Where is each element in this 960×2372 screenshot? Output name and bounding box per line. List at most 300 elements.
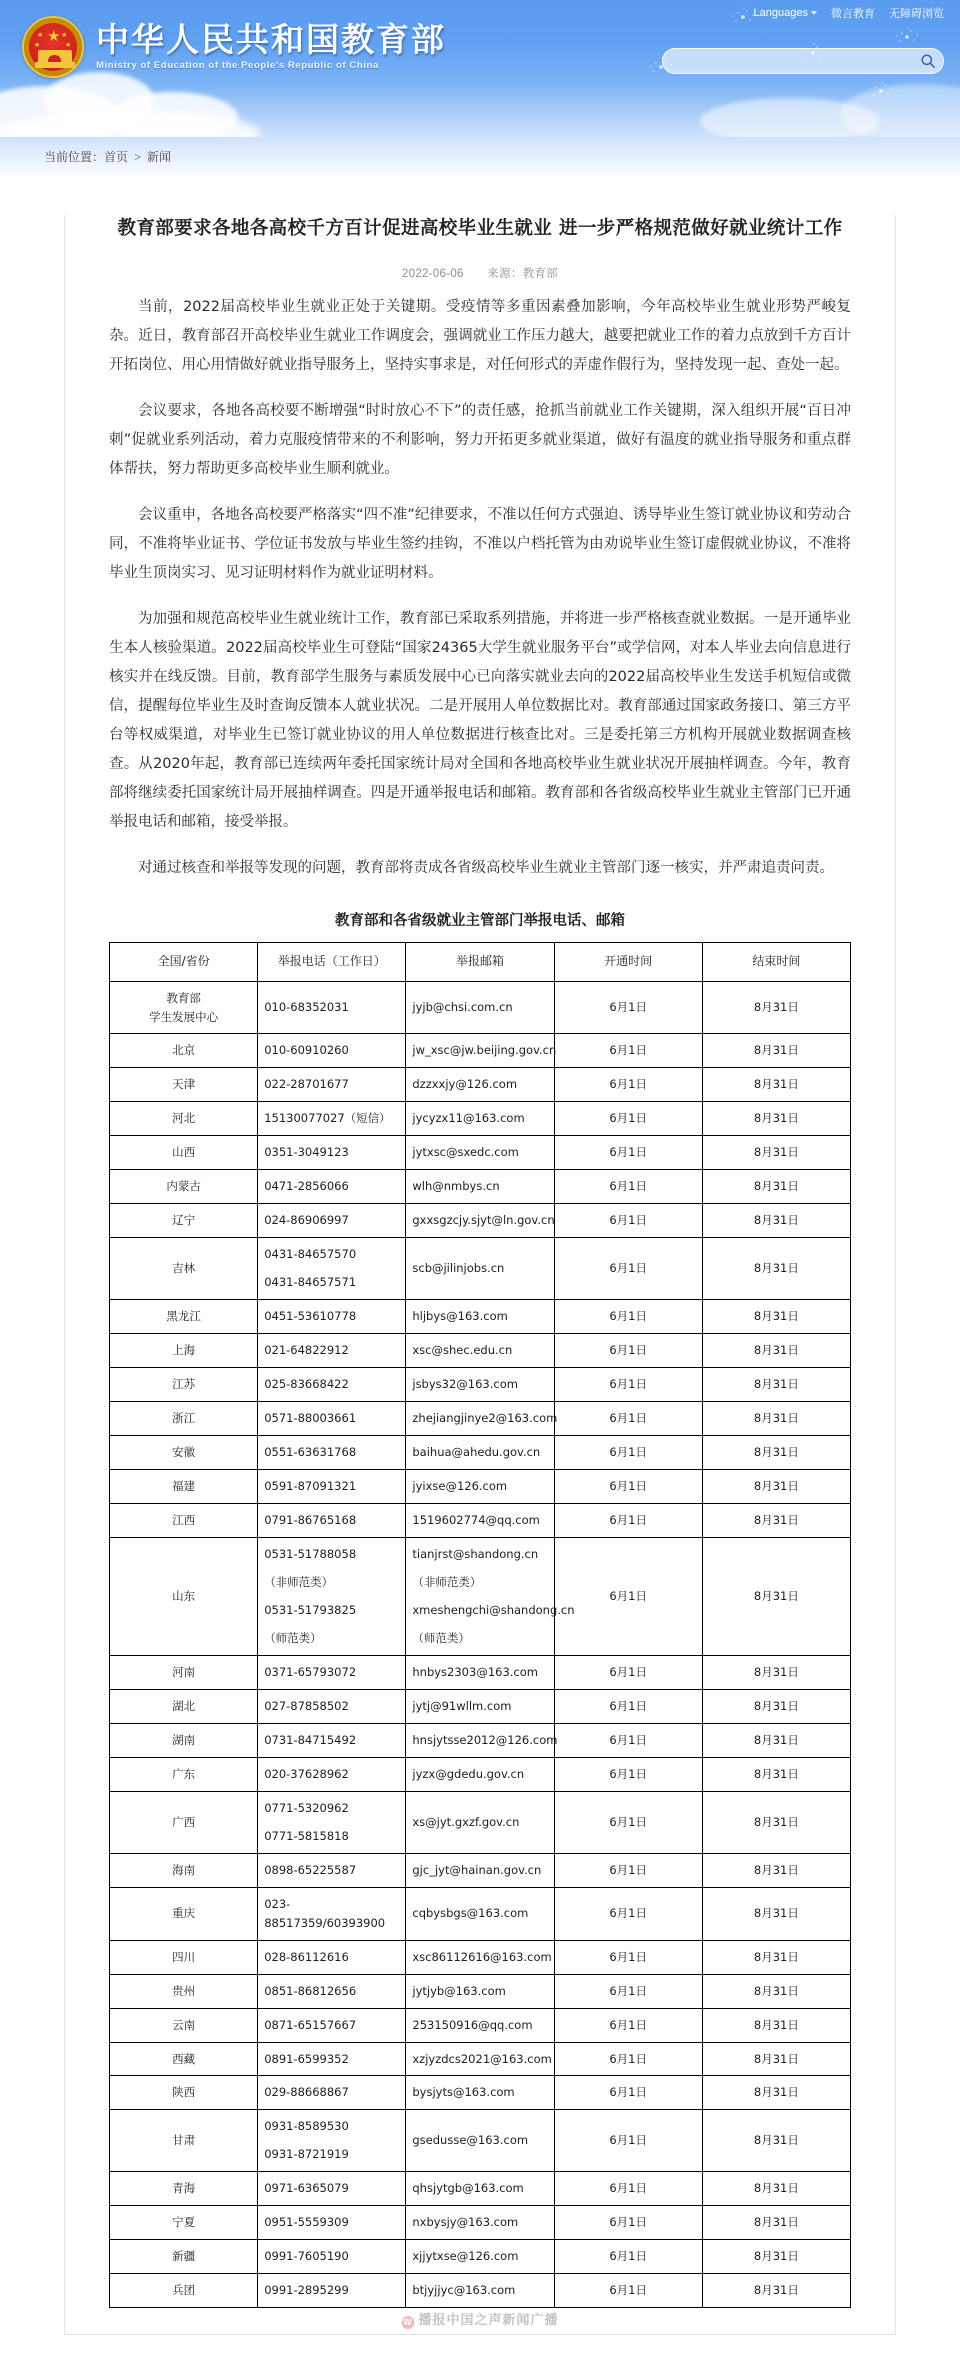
cell-telephone (258, 1402, 406, 1436)
cell-email (406, 2172, 554, 2206)
cell-start-date: 6月1日 (554, 1204, 702, 1238)
cell-end-date: 8月31日 (702, 1034, 850, 1068)
site-title-block (96, 19, 446, 72)
cell-province (110, 1723, 258, 1757)
table-row (110, 1300, 851, 1334)
table-head (110, 942, 851, 981)
cell-line: 0871-65157667 (264, 2017, 357, 2032)
article-paragraph: 当前，2022届高校毕业生就业正处于关键期。受疫情等多重因素叠加影响，今年高校毕业生就业形势严峻复杂。近日，教育部召开高校毕业生就业工作调度会，强调就业工作压力越大，越要把就业工作的着力点放到千方百计开拓岗位、用心用情做好就业指导服务上，坚持实事求是，对任何形式的弄虚作假行为，坚持发现一起、查处一起。 (109, 298, 851, 373)
cell-line: 教育部 (166, 990, 201, 1005)
cell-telephone (258, 981, 406, 1034)
cell-line: 0451-53610778 (264, 1309, 357, 1324)
cell-line: 福建 (172, 1479, 196, 1494)
article-date: 2022-06-06 (401, 267, 464, 280)
cell-email (406, 2110, 554, 2172)
cell-line: 山西 (172, 1145, 196, 1160)
cell-email (406, 2008, 554, 2042)
cell-email (406, 1470, 554, 1504)
cell-line: baihua@ahedu.gov.cn (412, 1445, 541, 1460)
emblem-star: ★ (65, 42, 72, 49)
cell-start-date: 6月1日 (554, 1791, 702, 1853)
cell-email (406, 981, 554, 1034)
column-header-end-date: 结束时间 (702, 942, 850, 981)
cell-email (406, 1757, 554, 1791)
cell-line: xzjyzdcs2021@163.com (412, 2051, 552, 2066)
cell-line: qhsjytgb@163.com (412, 2181, 524, 2196)
cell-start-date: 6月1日 (554, 1136, 702, 1170)
cell-end-date: 8月31日 (702, 1204, 850, 1238)
chevron-down-icon (811, 11, 817, 15)
cell-province (110, 1102, 258, 1136)
column-header-telephone: 举报电话（工作日） (258, 942, 406, 981)
cell-line: zhejiangjinye2@163.com (412, 1411, 558, 1426)
emblem-star: ★ (47, 28, 61, 45)
cell-email (406, 1102, 554, 1136)
cell-line: 辽宁 (172, 1213, 196, 1228)
cell-line: 广西 (172, 1814, 196, 1829)
cell-end-date: 8月31日 (702, 1136, 850, 1170)
dandelion-decoration (880, 90, 882, 92)
cell-province (110, 1757, 258, 1791)
cell-line: 山东 (172, 1588, 196, 1603)
cell-start-date: 6月1日 (554, 2008, 702, 2042)
cell-line: 浙江 (172, 1411, 196, 1426)
cell-email (406, 2240, 554, 2274)
site-logo[interactable] (22, 16, 446, 78)
cell-email (406, 1300, 554, 1334)
cell-line: gxxsgzcjy.sjyt@ln.gov.cn (412, 1213, 555, 1228)
table-row (110, 1655, 851, 1689)
cell-telephone (258, 1723, 406, 1757)
cell-line: 0471-2856066 (264, 1179, 349, 1194)
cell-line: jytj@91wllm.com (412, 1698, 512, 1713)
cell-line: xsc@shec.edu.cn (412, 1343, 513, 1358)
cell-telephone (258, 1689, 406, 1723)
cell-line: 北京 (172, 1043, 196, 1058)
cell-email (406, 1887, 554, 1940)
cell-telephone (258, 1853, 406, 1887)
cell-start-date: 6月1日 (554, 2110, 702, 2172)
article-body (65, 215, 895, 2308)
cell-line: 甘肃 (172, 2133, 196, 2148)
cell-province (110, 2172, 258, 2206)
site-banner (0, 0, 960, 137)
cell-province (110, 1504, 258, 1538)
cell-telephone (258, 1538, 406, 1656)
cell-telephone (258, 1887, 406, 1940)
cell-telephone (258, 1300, 406, 1334)
cell-end-date: 8月31日 (702, 2042, 850, 2076)
cell-telephone (258, 2206, 406, 2240)
cell-end-date: 8月31日 (702, 1300, 850, 1334)
cell-email (406, 2042, 554, 2076)
cell-province (110, 1334, 258, 1368)
cell-email (406, 1655, 554, 1689)
cell-start-date: 6月1日 (554, 1102, 702, 1136)
table-body (110, 981, 851, 2308)
cell-line: 0791-86765168 (264, 1513, 357, 1528)
cell-start-date: 6月1日 (554, 2042, 702, 2076)
cell-start-date: 6月1日 (554, 1170, 702, 1204)
cell-telephone (258, 1974, 406, 2008)
cell-line: 253150916@qq.com (412, 2017, 533, 2032)
cell-end-date: 8月31日 (702, 1655, 850, 1689)
table-row (110, 1689, 851, 1723)
cell-province (110, 1853, 258, 1887)
cell-start-date: 6月1日 (554, 1974, 702, 2008)
cell-line: 0851-86812656 (264, 1983, 357, 1998)
cell-line: 天津 (172, 1077, 196, 1092)
cell-line: 0731-84715492 (264, 1732, 357, 1747)
cell-end-date: 8月31日 (702, 1791, 850, 1853)
cell-email (406, 1504, 554, 1538)
cell-line: 0931-8721919 (264, 2147, 349, 2162)
cell-line: jw_xsc@jw.beijing.gov.cn (412, 1043, 557, 1058)
cell-end-date: 8月31日 (702, 2076, 850, 2110)
cell-start-date: 6月1日 (554, 1436, 702, 1470)
cell-line: 湖北 (172, 1698, 196, 1713)
article-source: 来源：教育部 (487, 267, 559, 280)
cell-telephone (258, 2042, 406, 2076)
table-header-row (110, 942, 851, 981)
cell-province (110, 1655, 258, 1689)
cell-email (406, 1334, 554, 1368)
cell-line: cqbysbgs@163.com (412, 1906, 529, 1921)
search-input[interactable] (663, 50, 913, 72)
cell-line: hnsjytsse2012@126.com (412, 1732, 558, 1747)
cell-end-date: 8月31日 (702, 1757, 850, 1791)
cell-end-date: 8月31日 (702, 1538, 850, 1656)
cell-start-date: 6月1日 (554, 1034, 702, 1068)
cell-line: jyixse@126.com (412, 1479, 508, 1494)
cell-telephone (258, 2172, 406, 2206)
cell-province (110, 1068, 258, 1102)
nav-languages-label: Languages (753, 7, 808, 19)
cell-line: 湖南 (172, 1732, 196, 1747)
table-row (110, 1402, 851, 1436)
cell-start-date: 6月1日 (554, 1538, 702, 1656)
cell-end-date: 8月31日 (702, 1689, 850, 1723)
cell-line: （师范类） (412, 1630, 470, 1645)
cell-start-date: 6月1日 (554, 1334, 702, 1368)
cell-line: 0531-51788058 (264, 1547, 357, 1562)
cell-end-date: 8月31日 (702, 1170, 850, 1204)
table-row (110, 2110, 851, 2172)
cell-province (110, 1034, 258, 1068)
table-row (110, 1170, 851, 1204)
cell-line: 010-68352031 (264, 1000, 349, 1015)
emblem-gate-base (35, 62, 75, 68)
cell-end-date: 8月31日 (702, 1402, 850, 1436)
cell-line: 四川 (172, 1949, 196, 1964)
cell-start-date: 6月1日 (554, 2172, 702, 2206)
cell-end-date: 8月31日 (702, 1723, 850, 1757)
cell-line: 0531-51793825 (264, 1602, 357, 1617)
cell-line: 云南 (172, 2017, 196, 2032)
cell-start-date: 6月1日 (554, 1853, 702, 1887)
cell-email (406, 1436, 554, 1470)
cell-line: 江苏 (172, 1377, 196, 1392)
table-row (110, 1034, 851, 1068)
cell-start-date: 6月1日 (554, 1723, 702, 1757)
cell-end-date: 8月31日 (702, 2008, 850, 2042)
cell-start-date: 6月1日 (554, 1470, 702, 1504)
article-paragraph: 会议要求，各地各高校要不断增强“时时放心不下”的责任感，抢抓当前就业工作关键期，深入组织开展“百日冲刺”促就业系列活动，着力克服疫情带来的不利影响，努力开拓更多就业渠道，做好有温度的就业指导服务和重点群体帮扶，努力帮助更多高校毕业生顺利就业。 (109, 402, 851, 477)
cell-telephone (258, 1757, 406, 1791)
table-row (110, 1238, 851, 1300)
cell-province (110, 2110, 258, 2172)
cell-province (110, 1136, 258, 1170)
breadcrumb-separator: > (134, 150, 142, 164)
nav-item-languages[interactable] (754, 7, 817, 19)
cell-email (406, 1136, 554, 1170)
article-paragraph: 为加强和规范高校毕业生就业统计工作，教育部已采取系列措施，并将进一步严格核查就业数据。一是开通毕业生本人核验渠道。2022届高校毕业生可登陆“国家24365大学生就业服务平台”或学信网，对本人毕业去向信息进行核实并在线反馈。目前，教育部学生服务与素质发展中心已向落实就业去向的2022届高校毕业生发送手机短信或微信，提醒每位毕业生及时查询反馈本人就业状况。二是开展用人单位数据比对。教育部通过国家政务接口、第三方平台等权威渠道，对毕业生已签订就业协议的用人单位数据进行核查比对。三是委托第三方机构开展就业数据调查核查。从2020年起，教育部已连续两年委托国家统计局对全国和各地高校毕业生就业状况开展抽样调查。今年，教育部将继续委托国家统计局开展抽样调查。四是开通举报电话和邮箱。教育部和各省级高校毕业生就业主管部门已开通举报电话和邮箱，接受举报。 (109, 610, 851, 830)
table-row (110, 1887, 851, 1940)
cell-line: 河南 (172, 1664, 196, 1679)
cell-province (110, 2240, 258, 2274)
cell-line: wlh@nmbys.cn (412, 1179, 500, 1194)
cell-line: xsc86112616@163.com (412, 1949, 552, 1964)
cell-line: tianjrst@shandong.cn (412, 1547, 539, 1562)
table-row (110, 1136, 851, 1170)
cell-end-date: 8月31日 (702, 1436, 850, 1470)
table-row (110, 1757, 851, 1791)
cell-province (110, 1170, 258, 1204)
cell-line: 西藏 (172, 2051, 196, 2066)
cell-email (406, 2206, 554, 2240)
cell-line: 黑龙江 (166, 1309, 201, 1324)
nav-item-weiyan-jiaoyu[interactable]: 微言教育 (831, 8, 875, 20)
cell-telephone (258, 2076, 406, 2110)
cell-telephone (258, 1504, 406, 1538)
cell-line: dzzxxjy@126.com (412, 1077, 518, 1092)
cell-email (406, 1723, 558, 1757)
cell-email (406, 1538, 575, 1656)
table-row (110, 1723, 851, 1757)
cell-line: 0351-3049123 (264, 1145, 349, 1160)
table-row (110, 1853, 851, 1887)
cell-email (406, 1689, 554, 1723)
table-row (110, 1940, 851, 1974)
cell-line: 028-86112616 (264, 1949, 349, 1964)
article-paragraph: 会议重申，各地各高校要严格落实“四不准”纪律要求，不准以任何方式强迫、诱导毕业生签订就业协议和劳动合同，不准将毕业证书、学位证书发放与毕业生签约挂钩，不准以户档托管为由劝说毕业生签订虚假就业协议，不准将毕业生顶岗实习、见习证明材料作为就业证明材料。 (109, 506, 851, 581)
cell-end-date: 8月31日 (702, 1068, 850, 1102)
cell-email (406, 1853, 554, 1887)
cell-line: 河北 (172, 1111, 196, 1126)
cell-start-date: 6月1日 (554, 1238, 702, 1300)
cell-line: 0431-84657570 (264, 1247, 357, 1262)
table-row (110, 2274, 851, 2308)
cell-line: 029-88668867 (264, 2085, 349, 2100)
site-title-chinese: 中华人民共和国教育部 (96, 19, 446, 59)
cell-line: 学生发展中心 (149, 1009, 219, 1024)
table-row (110, 981, 851, 1034)
cell-end-date: 8月31日 (702, 1504, 850, 1538)
emblem-star: ★ (61, 32, 68, 39)
cell-line: jytjyb@163.com (412, 1983, 506, 1998)
cell-line: 贵州 (172, 1983, 196, 1998)
cell-start-date: 6月1日 (554, 2076, 702, 2110)
cell-line: 陕西 (172, 2085, 196, 2100)
table-caption: 教育部和各省级就业主管部门举报电话、邮箱 (335, 912, 625, 929)
cell-province (110, 1368, 258, 1402)
cell-email (406, 2076, 554, 2110)
cell-email (406, 1940, 554, 1974)
table-row (110, 1436, 851, 1470)
cell-line: jyzx@gdedu.gov.cn (412, 1766, 525, 1781)
cell-email (406, 1791, 554, 1853)
cell-line: 内蒙古 (166, 1179, 201, 1194)
cell-email (406, 1974, 554, 2008)
cell-end-date: 8月31日 (702, 2206, 850, 2240)
cell-start-date: 6月1日 (554, 981, 702, 1034)
nav-item-accessibility[interactable]: 无障碍浏览 (889, 8, 944, 20)
breadcrumb (44, 148, 171, 165)
cell-province (110, 1940, 258, 1974)
cell-line: 021-64822912 (264, 1343, 349, 1358)
cell-telephone (258, 2274, 406, 2308)
cell-line: 0431-84657571 (264, 1275, 357, 1290)
dandelion-decoration (742, 16, 744, 18)
column-header-email: 举报邮箱 (406, 942, 554, 981)
cell-province (110, 1436, 258, 1470)
cell-line: 0571-88003661 (264, 1411, 357, 1426)
cell-province (110, 1238, 258, 1300)
cell-line: 0371-65793072 (264, 1664, 357, 1679)
cell-start-date: 6月1日 (554, 1068, 702, 1102)
search-box[interactable] (662, 48, 944, 74)
cell-line: 022-28701677 (264, 1077, 349, 1092)
cell-telephone (258, 1436, 406, 1470)
cell-end-date: 8月31日 (702, 2274, 850, 2308)
cell-start-date: 6月1日 (554, 1757, 702, 1791)
cell-telephone (258, 1102, 406, 1136)
breadcrumb-item-news[interactable]: 新闻 (147, 150, 172, 164)
cell-province (110, 2274, 258, 2308)
cell-line: 0951-5559309 (264, 2215, 349, 2230)
cell-line: gjc_jyt@hainan.gov.cn (412, 1862, 542, 1877)
cell-province (110, 1689, 258, 1723)
cell-line: hnbys2303@163.com (412, 1664, 538, 1679)
cell-line: nxbysjy@163.com (412, 2215, 519, 2230)
cell-line: 广东 (172, 1766, 196, 1781)
cell-email (406, 1034, 557, 1068)
cell-end-date: 8月31日 (702, 1334, 850, 1368)
cell-line: 0771-5320962 (264, 1800, 349, 1815)
cell-telephone (258, 2008, 406, 2042)
cell-line: jycyzx11@163.com (412, 1111, 525, 1126)
table-row (110, 1538, 851, 1656)
page-title: 教育部要求各地各高校千方百计促进高校毕业生就业 进一步严格规范做好就业统计工作 (117, 218, 843, 239)
cell-start-date: 6月1日 (554, 1689, 702, 1723)
table-row (110, 1334, 851, 1368)
cell-line: 0991-2895299 (264, 2283, 349, 2298)
article-container (64, 215, 896, 2335)
cell-start-date: 6月1日 (554, 2206, 702, 2240)
cell-line: 安徽 (172, 1445, 196, 1460)
cell-line: 023-88517359/60393900 (264, 1896, 386, 1930)
cell-province (110, 1887, 258, 1940)
cell-line: 0931-8589530 (264, 2119, 349, 2134)
cell-email (406, 1170, 554, 1204)
cell-line: xmeshengchi@shandong.cn (412, 1602, 575, 1617)
cell-telephone (258, 1068, 406, 1102)
dandelion-decoration (660, 66, 662, 68)
cell-email (406, 1238, 554, 1300)
cell-line: 15130077027（短信） (264, 1111, 391, 1126)
cell-start-date: 6月1日 (554, 2274, 702, 2308)
cell-telephone (258, 1368, 406, 1402)
table-row (110, 1504, 851, 1538)
cell-start-date: 6月1日 (554, 1368, 702, 1402)
cell-end-date: 8月31日 (702, 1102, 850, 1136)
dandelion-decoration (906, 36, 908, 38)
table-row (110, 2206, 851, 2240)
cell-province (110, 1538, 258, 1656)
cell-province (110, 981, 258, 1034)
cell-telephone (258, 1170, 406, 1204)
cell-end-date: 8月31日 (702, 1887, 850, 1940)
breadcrumb-item-home[interactable]: 首页 (104, 150, 129, 164)
cell-line: xs@jyt.gxzf.gov.cn (412, 1814, 520, 1829)
cell-telephone (258, 1204, 406, 1238)
cell-telephone (258, 1136, 406, 1170)
cell-line: 1519602774@qq.com (412, 1513, 540, 1528)
cell-email (406, 1402, 558, 1436)
cell-line: jytxsc@sxedc.com (412, 1145, 519, 1160)
cell-line: 027-87858502 (264, 1698, 349, 1713)
cell-line: 0771-5815818 (264, 1828, 349, 1843)
cell-line: 重庆 (172, 1906, 196, 1921)
cell-telephone (258, 1470, 406, 1504)
cell-telephone (258, 1034, 406, 1068)
cell-line: 0891-6599352 (264, 2051, 349, 2066)
cell-line: （非师范类） (412, 1574, 482, 1589)
table-row (110, 2008, 851, 2042)
cell-line: 新疆 (172, 2249, 196, 2264)
cell-telephone (258, 1940, 406, 1974)
cell-start-date: 6月1日 (554, 1504, 702, 1538)
watermark-text: 播报中国之声新闻广播 (418, 2312, 559, 2328)
table-row (110, 1974, 851, 2008)
cell-start-date: 6月1日 (554, 1940, 702, 1974)
cell-province (110, 1300, 258, 1334)
cell-end-date: 8月31日 (702, 1974, 850, 2008)
cell-telephone (258, 1791, 406, 1853)
cell-end-date: 8月31日 (702, 1940, 850, 1974)
cell-line: 0898-65225587 (264, 1862, 357, 1877)
cell-end-date: 8月31日 (702, 1853, 850, 1887)
cell-start-date: 6月1日 (554, 1402, 702, 1436)
cell-email (406, 1204, 554, 1238)
breadcrumb-bar (0, 137, 960, 179)
national-emblem-icon (22, 16, 84, 78)
table-row (110, 1791, 851, 1853)
cell-line: 020-37628962 (264, 1766, 349, 1781)
column-header-province: 全国/省份 (110, 942, 258, 981)
search-button[interactable] (913, 49, 943, 73)
cell-province (110, 1470, 258, 1504)
top-navigation (754, 5, 944, 21)
cell-email (406, 2274, 554, 2308)
cell-line: hljbys@163.com (412, 1309, 508, 1324)
cell-province (110, 2076, 258, 2110)
cell-line: 024-86906997 (264, 1213, 349, 1228)
cell-end-date: 8月31日 (702, 1470, 850, 1504)
cell-province (110, 1974, 258, 2008)
cell-start-date: 6月1日 (554, 2240, 702, 2274)
cell-line: jsbys32@163.com (412, 1377, 518, 1392)
